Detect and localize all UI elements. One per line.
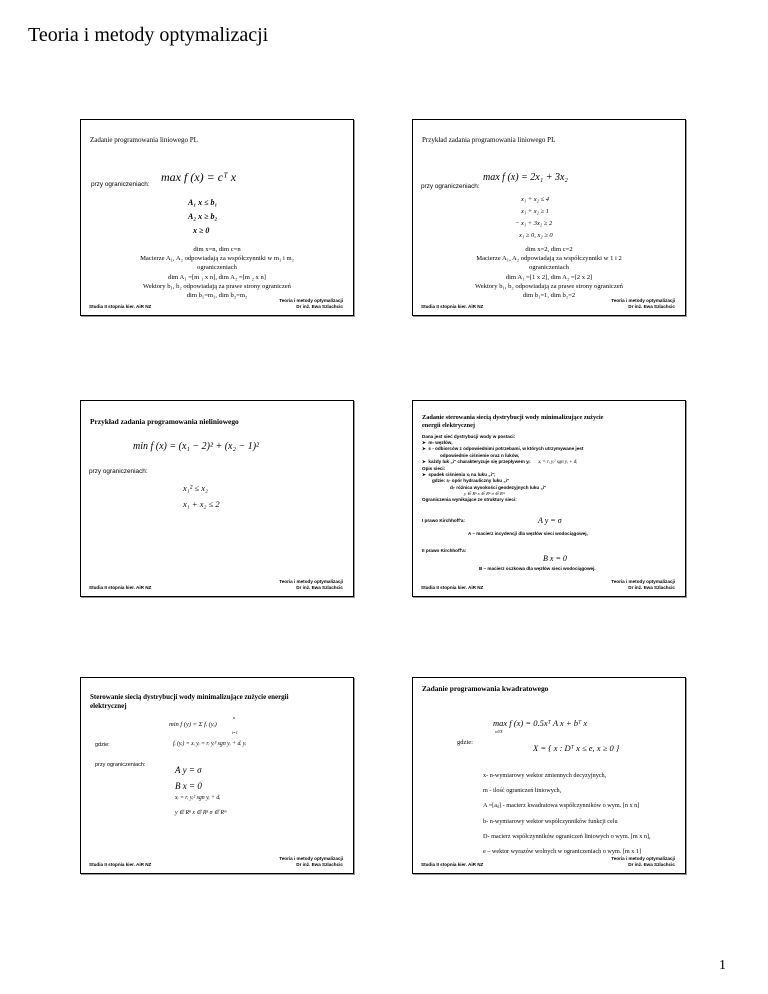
note-line: Wektory b₁, b₂ odpowiadają za prawe strony ograniczeń (143, 282, 291, 290)
slide-title: Zadanie programowania liniowego PL (90, 136, 198, 144)
sum-lower-limit: i=1 (232, 730, 238, 735)
domain-definition: y ∈ Rⁿ x ∈ Rⁿ σ ∈ Rᵐ (464, 490, 505, 496)
definition-line: m - ilość ograniczeń liniowych, (483, 787, 562, 795)
note-line: Macierze A₁, A₂ odpowiadają za współczynniki w 1 i 2 (476, 255, 622, 263)
page-number: 1 (719, 958, 726, 973)
document-title: Teoria i metody optymalizacji (28, 24, 269, 46)
footer-left: Studia II stopnia kier. AiR NZ (421, 585, 484, 590)
constraints-label: przy ograniczeniach: (89, 468, 148, 475)
title-line: Zadanie sterowania siecią dystrybucji wody minimalizujące zużycie (422, 414, 604, 421)
slide-title (90, 693, 289, 710)
constraint: xᵢ = rᵢ yᵢ² sgn yᵢ + dᵢ (175, 795, 221, 801)
footer-left: Studia II stopnia kier. AiR NZ (89, 862, 152, 867)
constraint: x₁ + x₂ ≤ 4 (521, 196, 549, 203)
slide-linear-example (412, 119, 686, 316)
description-label: Opis sieci: (422, 466, 446, 472)
constraint: x₁² ≤ x₂ (183, 483, 208, 493)
definitions (483, 768, 651, 859)
definition-line: b- n-wymiarowy wektor współczynników funkcji celu (483, 817, 618, 825)
footer-left: Studia II stopnia kier. AiR NZ (421, 304, 484, 309)
notes (81, 245, 353, 300)
footer-right (611, 298, 675, 309)
objective-text: min f (y) = Σ fᵢ (yᵢ) (169, 721, 217, 728)
constraint: x₁ + x₂ ≥ 1 (521, 208, 549, 215)
kirchhoff-law-2-description: B – macierz oczkowa dla węzłów sieci wodociągowej. (479, 566, 596, 571)
where-equation: fᵢ (yᵢ) = xᵢ yᵢ = rᵢ yᵢ³ sgn yᵢ + dᵢ yᵢ (173, 741, 247, 747)
slide-water-network-problem (412, 400, 686, 597)
kirchhoff-law-1-equation: A y = σ (538, 516, 562, 525)
constraints-label: przy ograniczeniach: (95, 762, 146, 768)
slide-quadratic-programming (412, 677, 686, 874)
footer-course: Teoria i metody optymalizacji (279, 298, 343, 304)
objective-function (169, 721, 217, 728)
footer-course: Teoria i metody optymalizacji (279, 579, 343, 585)
slide-title: Zadanie programowania kwadratowego (422, 684, 549, 693)
footer-right (279, 298, 343, 309)
bullet-text: spadek ciśnienia xᵢ na luku „i"; (428, 472, 496, 478)
constraints-label: przy ograniczeniach: (91, 181, 150, 188)
constraints-label: przy ograniczeniach: (421, 183, 480, 190)
objective-function: max f (x) = 2x₁ + 3x₂ (483, 172, 568, 183)
constraint: x₁ + x₂ ≤ 2 (183, 499, 220, 509)
note-line: ograniczeniach (197, 264, 237, 272)
where-label: gdzie: (95, 742, 110, 748)
constraint: A₁ x ≤ b₁ (188, 198, 218, 207)
bullet-continuation: odpowiednie ciśnienie oraz n luków, (440, 452, 520, 458)
constraint: B x = 0 (175, 781, 202, 791)
constraint: A y = σ (175, 765, 202, 775)
title-line: Sterowanie siecią dystrybucji wody minimalizujące zużycie energii (90, 693, 289, 701)
note-line: ograniczeniach (529, 264, 569, 272)
note-line: dim x=2, dim c=2 (525, 246, 573, 253)
slide-water-network-optimization (80, 677, 354, 874)
constraint: A₂ x ≥ b₂ (188, 212, 218, 221)
footer-author: Dr inż. Ewa Szlachcic (296, 584, 343, 590)
definition-line: e – wektor wyrazów wolnych w ograniczeniach o wym. [m x 1] (483, 848, 642, 856)
kirchhoff-law-1-label: I prawo Kirchhoff'a: (422, 518, 465, 523)
constraint: − x₁ + 3x₂ ≥ 2 (515, 220, 553, 227)
note-line: dim A₁ =[1 x 2], dim A₂ =[2 x 2] (505, 273, 593, 281)
flow-formula: xᵢ = rᵢ yᵢ² sgn yᵢ + dᵢ (538, 459, 578, 465)
footer-right (279, 579, 343, 590)
slide-nonlinear-example (80, 400, 354, 597)
title-line: elektrycznej (90, 701, 127, 710)
slide-title: Przykład zadania programowania liniowego PL (422, 136, 556, 144)
footer-left: Studia II stopnia kier. AiR NZ (89, 585, 152, 590)
footer-course: Teoria i metody optymalizacji (611, 856, 675, 862)
notes (413, 245, 685, 300)
bullet-text: każdy luk „i" charakteryzuje się przepływem yᵢ: (428, 458, 531, 464)
footer-author: Dr inż. Ewa Szlachcic (628, 584, 675, 590)
note-line: Wektory b₁, b₂ odpowiadają za prawe strony ograniczeń (475, 282, 623, 290)
arrow-bullet-icon: ➤ (422, 440, 429, 446)
kirchhoff-law-1-description: A – macierz incydencji dla węzłów sieci wodociągowej, (468, 531, 588, 536)
note-line: dim x=n, dim c=n (193, 246, 241, 253)
arrow-bullet-icon: ➤ (422, 446, 429, 452)
footer-author: Dr inż. Ewa Szlachcic (628, 303, 675, 309)
footer-course: Teoria i metody optymalizacji (611, 579, 675, 585)
kirchhoff-law-2-label: II prawo Kirchhoff'a: (422, 548, 467, 553)
footer-course: Teoria i metody optymalizacji (611, 298, 675, 304)
constraints-label: Ograniczenia wynikające ze struktury sieci: (422, 497, 517, 503)
footer-course: Teoria i metody optymalizacji (279, 856, 343, 862)
where-label: gdzie: (457, 739, 473, 746)
slide-linear-programming (80, 119, 354, 316)
definition-line: D- macierz współczynników ograniczeń liniowych o wym. [m x n], (483, 832, 651, 840)
description-line: gdzie: rᵢ- opór hydrauliczny luku „i" (432, 478, 510, 484)
definition-line: x- n-wymiarowy wektor zmiennych decyzyjnych, (483, 772, 607, 779)
title-line: energii elektrycznej (422, 422, 475, 429)
footer-left: Studia II stopnia kier. AiR NZ (421, 862, 484, 867)
constraint: x₁ ≥ 0, x₂ ≥ 0 (519, 232, 553, 239)
objective-function: max f (x) = 0.5xᵀ A x + bᵀ x (493, 718, 588, 728)
note-line: dim b₁=m₁, dim b₂=m₂ (186, 292, 248, 300)
footer-author: Dr inż. Ewa Szlachcic (296, 303, 343, 309)
constraint: x ≥ 0 (193, 226, 210, 235)
note-line: Macierze A₁, A₂ odpowiadają za współczynniki w m₁ i m₂ (140, 255, 294, 263)
footer-right (611, 579, 675, 590)
footer-author: Dr inż. Ewa Szlachcic (628, 861, 675, 867)
kirchhoff-law-2-equation: B x = 0 (543, 554, 567, 563)
objective-function: min f (x) = (x₁ − 2)² + (x₂ − 1)² (133, 441, 260, 452)
footer-right (279, 856, 343, 867)
slide-title (422, 414, 603, 430)
definition-line: A =[aᵢⱼ] - macierz kwadratowa współczynników o wym. [n x n] (483, 802, 640, 810)
arrow-bullet-icon: ➤ (422, 458, 429, 464)
slide-title: Przykład zadania programowania nieliniowego (90, 417, 239, 426)
feasible-set: X = { x : Dᵀ x ≤ e, x ≥ 0 } (533, 743, 620, 753)
bullet-text: m- węzłów, (428, 440, 453, 446)
description-line: dᵢ- różnica wysokości geodezyjnych luku „i" (450, 484, 547, 490)
sum-upper-limit: n (233, 715, 235, 720)
arrow-bullet-icon: ➤ (422, 472, 429, 478)
objective-function: max f (x) = cᵀ x (161, 170, 237, 184)
footer-right (611, 856, 675, 867)
footer-author: Dr inż. Ewa Szlachcic (296, 861, 343, 867)
note-line: dim b₁=1, dim b₂=2 (522, 292, 576, 300)
footer-left: Studia II stopnia kier. AiR NZ (89, 304, 152, 309)
bullet-item (422, 459, 684, 466)
domain-definition: y ∈ Rⁿ x ∈ Rⁿ σ ∈ Rᵐ (175, 810, 227, 816)
network-description (422, 434, 684, 503)
note-line: dim A₁ =[m ₁ x n], dim A₂ =[m ₂ x n] (168, 273, 266, 281)
bullet-text: s - odbiorców z odpowiednimi potrzebami, w których utrzymywane jest (428, 446, 584, 452)
objective-subscript: x∈X (495, 729, 503, 734)
intro-text: Dana jest sieć dystrybucji wody w postaci: (422, 434, 516, 439)
